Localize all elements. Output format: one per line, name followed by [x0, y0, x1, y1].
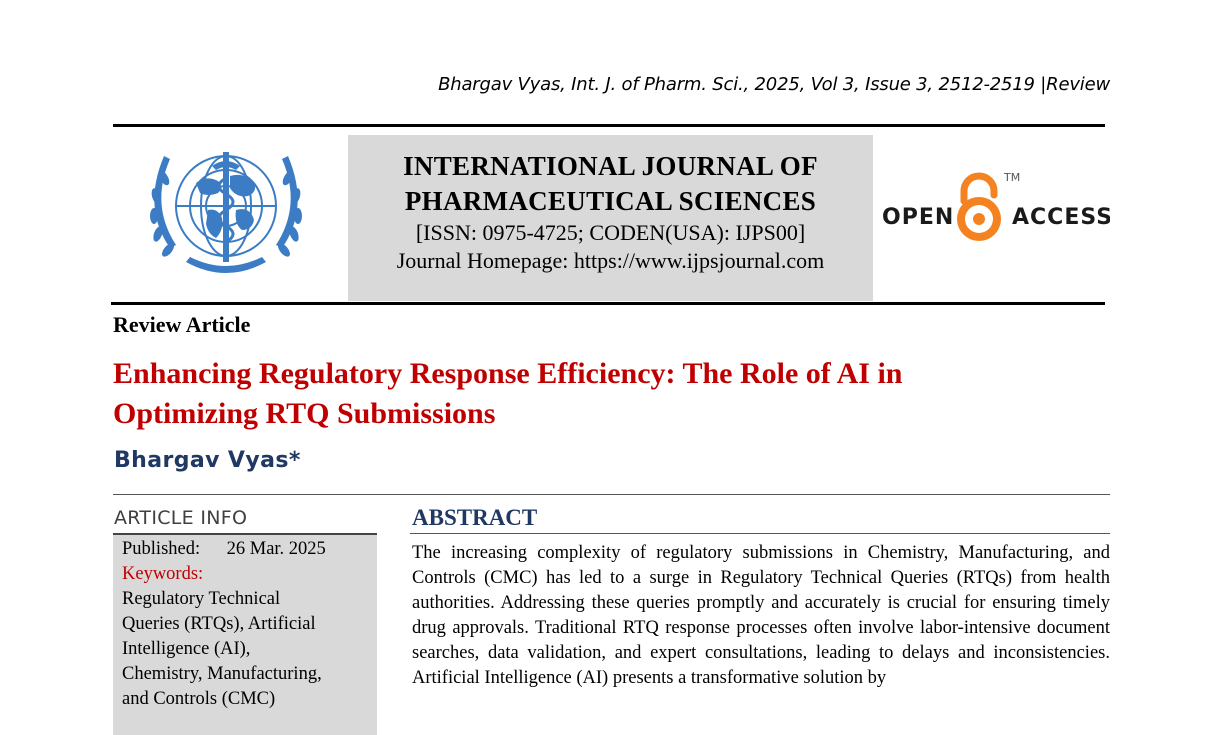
- keywords-line: and Controls (CMC): [122, 689, 276, 709]
- journal-logo-icon: [126, 138, 326, 284]
- journal-name-line-1: INTERNATIONAL JOURNAL OF: [403, 151, 818, 181]
- article-title-line-1: Enhancing Regulatory Response Efficiency: The Role of AI in: [113, 357, 903, 390]
- keywords-line: Regulatory Technical: [122, 589, 281, 609]
- keywords-line: Intelligence (AI),: [122, 639, 251, 659]
- open-lock-icon: [957, 176, 1001, 241]
- abstract-heading: ABSTRACT: [412, 505, 538, 530]
- article-title-line-2: Optimizing RTQ Submissions: [113, 397, 496, 430]
- article-info-box: [113, 535, 377, 735]
- trademark-mark: TM: [1004, 171, 1021, 184]
- abstract-rule: [410, 533, 1110, 534]
- section-divider: [113, 494, 1110, 495]
- article-title: [113, 354, 1013, 434]
- journal-issn: [ISSN: 0975-4725; CODEN(USA): IJPS00]: [415, 220, 806, 245]
- article-info-heading: ARTICLE INFO: [114, 507, 248, 529]
- keywords-line: Queries (RTQs), Artificial: [122, 614, 316, 634]
- abstract-text: The increasing complexity of regulatory submissions in Chemistry, Manufacturing, and Controls (CMC) has led to a surge in Regulatory Technical Queries (RTQs) from health authorities. Addressing these queries promptly and accurately is crucial for ensuring timely drug approvals. Traditional RTQ response processes often involve labor-intensive document searches, data validation, and expert consultations, leading to delays and inconsistencies. Artificial Intelligence (AI) presents a transformative solution by: [412, 543, 1110, 688]
- journal-name-line-2: PHARMACEUTICAL SCIENCES: [404, 186, 817, 216]
- header-top-rule: [113, 124, 1105, 127]
- open-access-logo: [880, 165, 1110, 255]
- running-header: Bhargav Vyas, Int. J. of Pharm. Sci., 2025, Vol 3, Issue 3, 2512-2519 |Review: [438, 74, 1110, 95]
- keywords-line: Chemistry, Manufacturing,: [122, 664, 322, 684]
- journal-name: [348, 149, 873, 219]
- article-type: Review Article: [113, 312, 251, 337]
- published-row: [122, 537, 377, 562]
- open-access-left-text: OPEN: [882, 205, 955, 230]
- header-bottom-rule: [111, 302, 1105, 305]
- published-label: Published:: [122, 539, 201, 559]
- open-access-right-text: ACCESS: [1012, 205, 1110, 230]
- keywords-label: Keywords:: [122, 564, 204, 584]
- journal-masthead: [348, 135, 873, 301]
- published-date: 26 Mar. 2025: [226, 539, 326, 559]
- journal-homepage[interactable]: Journal Homepage: https://www.ijpsjournal.com: [396, 248, 825, 273]
- author-name: Bhargav Vyas*: [114, 448, 301, 473]
